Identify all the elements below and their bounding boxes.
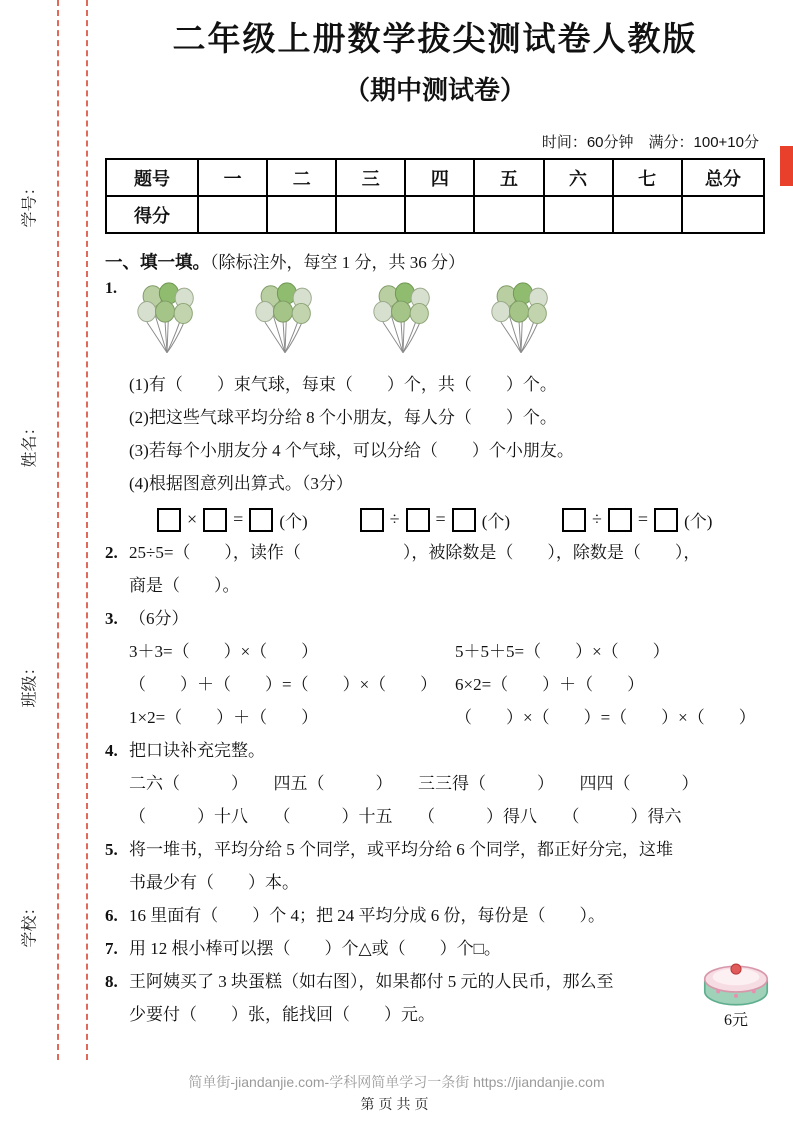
q1-sub2: (2)把这些气球平均分给 8 个小朋友，每人分（ ）个。 (129, 408, 557, 427)
section-1-heading (105, 247, 765, 278)
q4-label: 把口诀补充完整。 (129, 741, 265, 760)
cake-figure (693, 949, 779, 1030)
equation-divide-2 (556, 507, 712, 532)
equals-sign: = (233, 509, 244, 529)
q6-text: 16 里面有（ ）个 4；把 24 平均分成 6 份，每份是（ ）。 (129, 906, 605, 925)
q3-row-3 (129, 701, 765, 734)
score-cell (198, 196, 267, 233)
equals-sign: = (637, 509, 649, 529)
score-cell (613, 196, 682, 233)
school-label: 学校： (17, 886, 40, 962)
q3-row3-left: 1×2=（ ）＋（ ） (129, 708, 319, 727)
question-5-number: 5. (105, 840, 118, 859)
unit-label: (个) (684, 512, 713, 531)
equation-multiply (151, 507, 308, 532)
site-footer: 简单街-jiandanjie.com-学科网简单学习一条街 https://jiandanjie.com (188, 1074, 605, 1090)
question-6 (105, 899, 765, 932)
score-cell (336, 196, 405, 233)
q1-equations (151, 507, 765, 532)
score-col-5: 五 (474, 159, 543, 196)
answer-box (406, 508, 430, 532)
cake-price-label: 6元 (723, 1012, 748, 1029)
question-6-number: 6. (105, 906, 118, 925)
score-table-score-row (106, 196, 764, 233)
answer-box (654, 508, 678, 532)
q3-row-1 (129, 635, 765, 668)
q2-line2: 商是（ ）。 (129, 576, 240, 595)
question-8 (105, 965, 765, 1031)
student-id-label: 学号： (17, 166, 40, 242)
q8-line2: 少要付（ ）张，能找回（ ）元。 (129, 1005, 435, 1024)
equation-divide-1 (354, 507, 510, 532)
section-1-heading-bold: 一、填一填。 (105, 252, 210, 272)
score-col-6: 六 (544, 159, 613, 196)
q3-row-2 (129, 668, 765, 701)
question-8-number: 8. (105, 972, 118, 991)
question-7 (105, 932, 765, 965)
exam-paper (105, 16, 765, 1031)
red-edge-mark (780, 146, 793, 186)
page-title: 二年级上册数学拔尖测试卷人教版 (172, 20, 698, 57)
question-5 (105, 833, 765, 866)
score-row-label: 得分 (106, 196, 198, 233)
student-name-label: 姓名： (17, 406, 40, 482)
q1-sub4: (4)根据图意列出算式。（3分） (129, 474, 353, 493)
score-col-1: 一 (198, 159, 267, 196)
operator: × (187, 509, 198, 529)
balloon-bunch-icon (133, 280, 201, 368)
page-subtitle: （期中测试卷） (343, 75, 526, 105)
operator: ÷ (592, 509, 602, 529)
balloon-bunch-icon (251, 280, 319, 368)
q5-line1: 将一堆书，平均分给 5 个同学，或平均分给 6 个同学，都正好分完，这堆 (129, 840, 673, 859)
q7-text: 用 12 根小棒可以摆（ ）个△或（ ）个□。 (129, 939, 501, 958)
q4-line2: （ ）十八 （ ）十五 （ ）得八 （ ）得六 (129, 807, 682, 826)
answer-box (562, 508, 586, 532)
score-cell (405, 196, 474, 233)
q2-line1: 25÷5=（ ），读作（ ），被除数是（ ），除数是（ ）， (129, 543, 701, 562)
seal-dashed-line-outer (86, 0, 88, 1060)
score-col-3: 三 (336, 159, 405, 196)
answer-box (249, 508, 273, 532)
question-1 (105, 280, 765, 368)
class-label: 班级： (17, 646, 40, 722)
score-cell (544, 196, 613, 233)
q3-row1-left: 3＋3=（ ）×（ ） (129, 642, 319, 661)
score-table-corner: 题号 (106, 159, 198, 196)
cake-icon (700, 949, 772, 1007)
question-3 (105, 602, 765, 635)
question-2-number: 2. (105, 543, 118, 562)
score-col-total: 总分 (682, 159, 764, 196)
balloon-bunch-icon (369, 280, 437, 368)
page-number: 第页共页 (360, 1098, 433, 1113)
q1-sub3: (3)若每个小朋友分 4 个气球，可以分给（ ）个小朋友。 (129, 441, 574, 460)
answer-box (608, 508, 632, 532)
q3-row1-right: 5＋5＋5=（ ）×（ ） (455, 642, 670, 661)
question-2 (105, 536, 765, 569)
balloon-bunch-icon (487, 280, 555, 368)
question-4 (105, 734, 765, 767)
question-3-number: 3. (105, 609, 118, 628)
score-cell (682, 196, 764, 233)
answer-box (452, 508, 476, 532)
score-table (105, 158, 765, 234)
score-col-4: 四 (405, 159, 474, 196)
q8-line1: 王阿姨买了 3 块蛋糕（如右图），如果都付 5 元的人民币，那么至 (129, 972, 614, 991)
question-4-number: 4. (105, 741, 118, 760)
q4-line1: 二六（ ） 四五（ ） 三三得（ ） 四四（ ） (129, 774, 699, 793)
operator: ÷ (389, 509, 400, 529)
question-1-number: 1. (105, 280, 117, 297)
unit-label: (个) (279, 512, 308, 531)
seal-dashed-line-inner (57, 0, 59, 1060)
answer-box (157, 508, 181, 532)
time-score-info: 时间：60分钟 满分：100+10分 (541, 134, 759, 151)
q3-row2-left: （ ）＋（ ）=（ ）×（ ） (129, 675, 438, 694)
q1-sub1: (1)有（ ）束气球，每束（ ）个，共（ ）个。 (129, 375, 557, 394)
q3-label: （6分） (129, 609, 189, 628)
score-col-2: 二 (267, 159, 336, 196)
question-7-number: 7. (105, 939, 118, 958)
equals-sign: = (435, 509, 446, 529)
q5-line2: 书最少有（ ）本。 (129, 873, 299, 892)
section-1-heading-note: （除标注外，每空 1 分，共 36 分） (210, 253, 465, 272)
answer-box (360, 508, 384, 532)
unit-label: (个) (481, 512, 511, 531)
q3-row2-right: 6×2=（ ）＋（ ） (455, 675, 645, 694)
balloon-figure (133, 280, 555, 368)
answer-box (203, 508, 227, 532)
score-cell (267, 196, 336, 233)
score-col-7: 七 (613, 159, 682, 196)
q3-row3-right: （ ）×（ ）=（ ）×（ ） (455, 708, 756, 727)
score-table-header-row (106, 159, 764, 196)
score-cell (474, 196, 543, 233)
